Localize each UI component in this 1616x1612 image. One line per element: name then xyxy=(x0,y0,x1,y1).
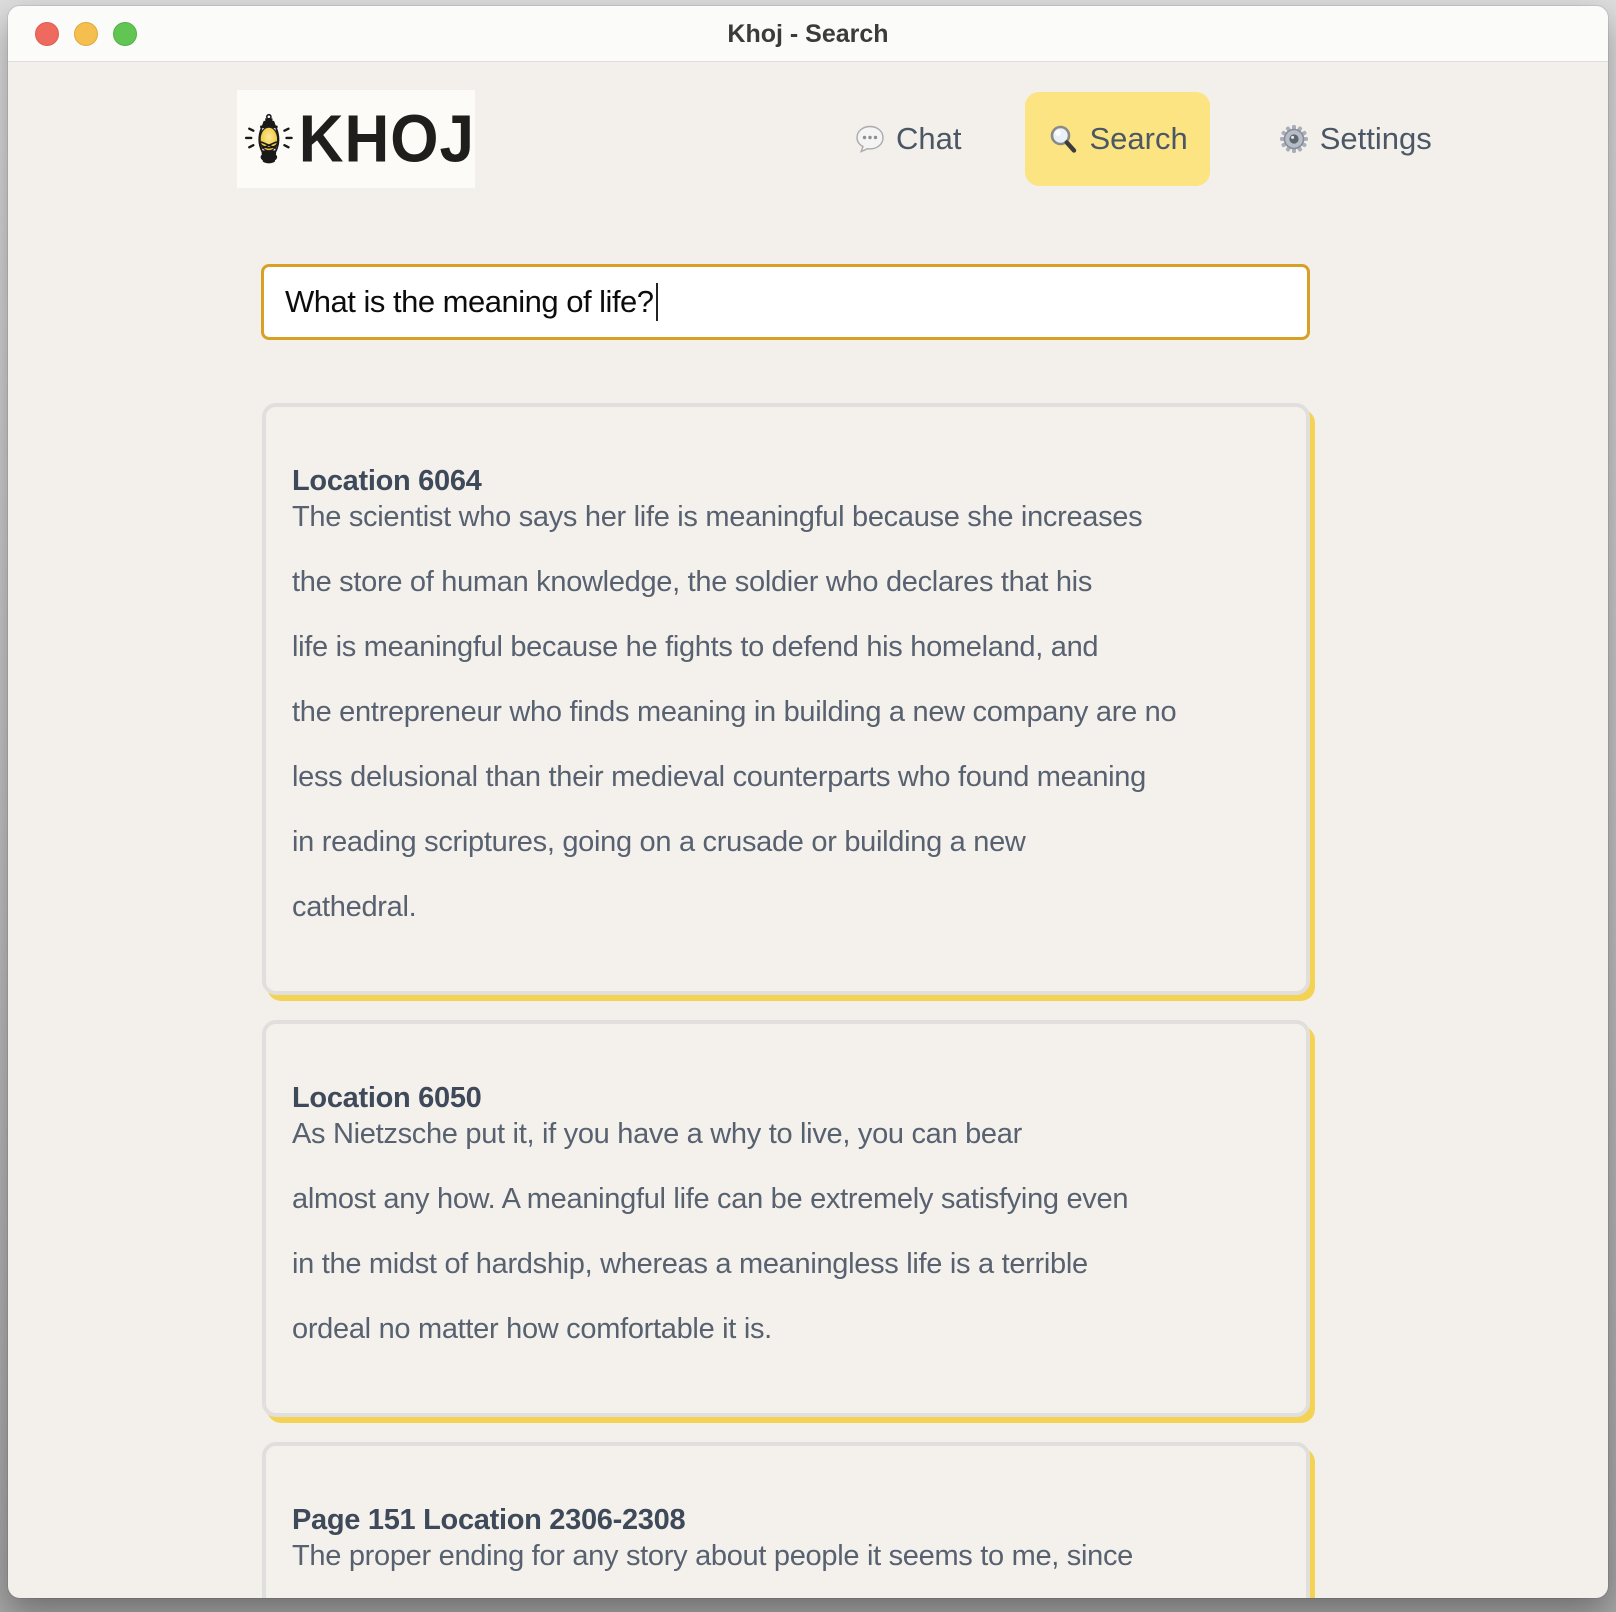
search-icon xyxy=(1047,123,1079,155)
chat-bubble-icon xyxy=(854,123,886,155)
search-input[interactable] xyxy=(261,264,1310,340)
result-text-line: The proper ending for any story about people it seems to me, since xyxy=(292,1540,1134,1572)
search-query-text: What is the meaning of life? xyxy=(285,284,654,319)
result-text-line: The scientist who says her life is meaningful because she increases xyxy=(292,501,1143,533)
search-results xyxy=(262,403,1310,1598)
khoj-wordmark: KHOJ xyxy=(298,101,475,177)
result-card[interactable] xyxy=(262,1020,1310,1417)
result-card[interactable] xyxy=(262,1442,1310,1598)
khoj-logo[interactable] xyxy=(237,90,475,188)
result-text-line: As Nietzsche put it, if you have a why to live, you can bear xyxy=(292,1118,1022,1150)
nav-search-active-tab[interactable] xyxy=(1025,92,1209,186)
result-card[interactable] xyxy=(262,403,1310,995)
gear-icon xyxy=(1278,123,1310,155)
window-title: Khoj - Search xyxy=(727,20,889,48)
result-text-line: ordeal no matter how comfortable it is. xyxy=(292,1313,772,1345)
nav-settings[interactable] xyxy=(1278,121,1432,157)
titlebar xyxy=(8,6,1608,62)
result-text-line: cathedral. xyxy=(292,891,417,923)
result-text-line: less delusional than their medieval counterparts who found meaning xyxy=(292,761,1146,793)
result-text-line: in reading scriptures, going on a crusade or building a new xyxy=(292,826,1026,858)
lantern-icon xyxy=(243,91,295,187)
result-text-line: life is meaningful because he fights to defend his homeland, and xyxy=(292,631,1099,663)
app-window xyxy=(8,6,1608,1598)
result-location: Location 6050 xyxy=(292,1082,482,1114)
nav-chat-label: Chat xyxy=(896,121,962,156)
result-location: Page 151 Location 2306-2308 xyxy=(292,1504,686,1536)
result-text-line: the entrepreneur who finds meaning in building a new company are no xyxy=(292,696,1177,728)
result-location: Location 6064 xyxy=(292,465,482,497)
text-caret xyxy=(656,283,658,321)
nav-settings-label: Settings xyxy=(1319,121,1432,156)
main-nav xyxy=(854,90,1432,188)
result-text-line: almost any how. A meaningful life can be extremely satisfying even xyxy=(292,1183,1129,1215)
result-text-line: the store of human knowledge, the soldier who declares that his xyxy=(292,566,1093,598)
nav-search-label: Search xyxy=(1089,121,1188,156)
result-text-line: in the midst of hardship, whereas a meaningless life is a terrible xyxy=(292,1248,1088,1280)
nav-chat[interactable] xyxy=(854,121,961,157)
